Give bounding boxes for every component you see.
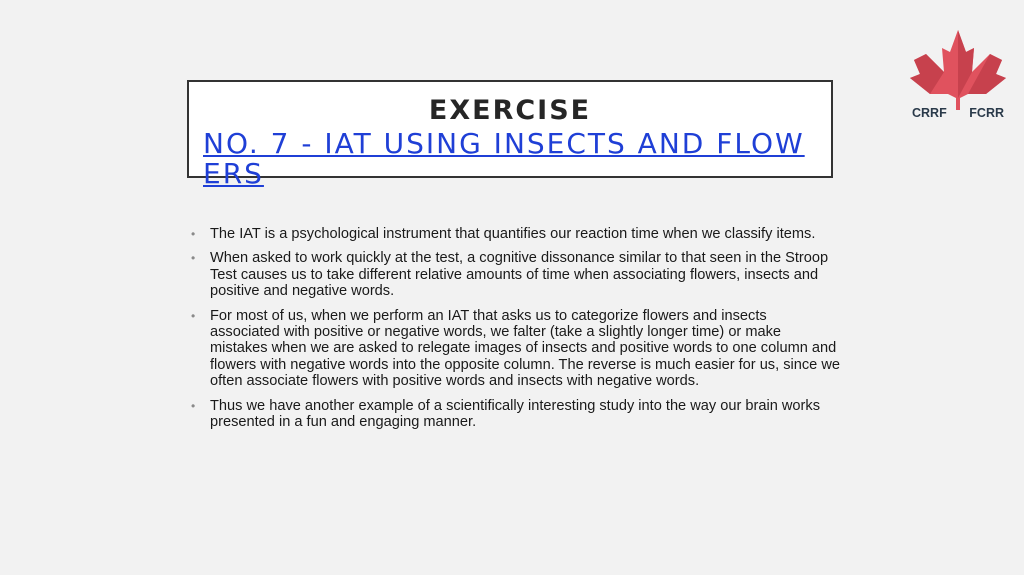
- logo-text-crrf: CRRF: [912, 106, 947, 120]
- bullet-dot-icon: •: [191, 227, 196, 241]
- bullet-item: • For most of us, when we perform an IAT that asks us to categorize flowers and insects associated with positive or negative words, we falter (take a slightly longer time) or make mistakes when we are asked to relegate images of insects and positive words to one column and flowers with negative words into the opposite column. The reverse is much easier for us, since we often associate flowers with positive words and insects with negative words.: [191, 307, 840, 390]
- bullet-item: • When asked to work quickly at the test, a cognitive dissonance similar to that seen in the Stroop Test causes us to take different relative amounts of time when associating flowers, insects and positive and negative words.: [191, 250, 829, 300]
- slide-title: EXERCISE: [428, 95, 592, 126]
- bullet-item: • The IAT is a psychological instrument that quantifies our reaction time when we classify items.: [191, 226, 816, 242]
- bullet-dot-icon: •: [191, 251, 196, 266]
- logo-text-fcrr: FCRR: [969, 106, 1004, 120]
- bullet-dot-icon: •: [191, 398, 196, 413]
- exercise-link[interactable]: NO. 7 - IAT USING INSECTS AND FLOWERS: [203, 127, 805, 190]
- bullet-dot-icon: •: [191, 308, 196, 323]
- bullet-item: • Thus we have another example of a scientifically interesting study into the way our brain works presented in a fun and engaging manner.: [191, 397, 821, 431]
- logo-text: [912, 106, 1004, 120]
- bullet-list: [190, 226, 840, 438]
